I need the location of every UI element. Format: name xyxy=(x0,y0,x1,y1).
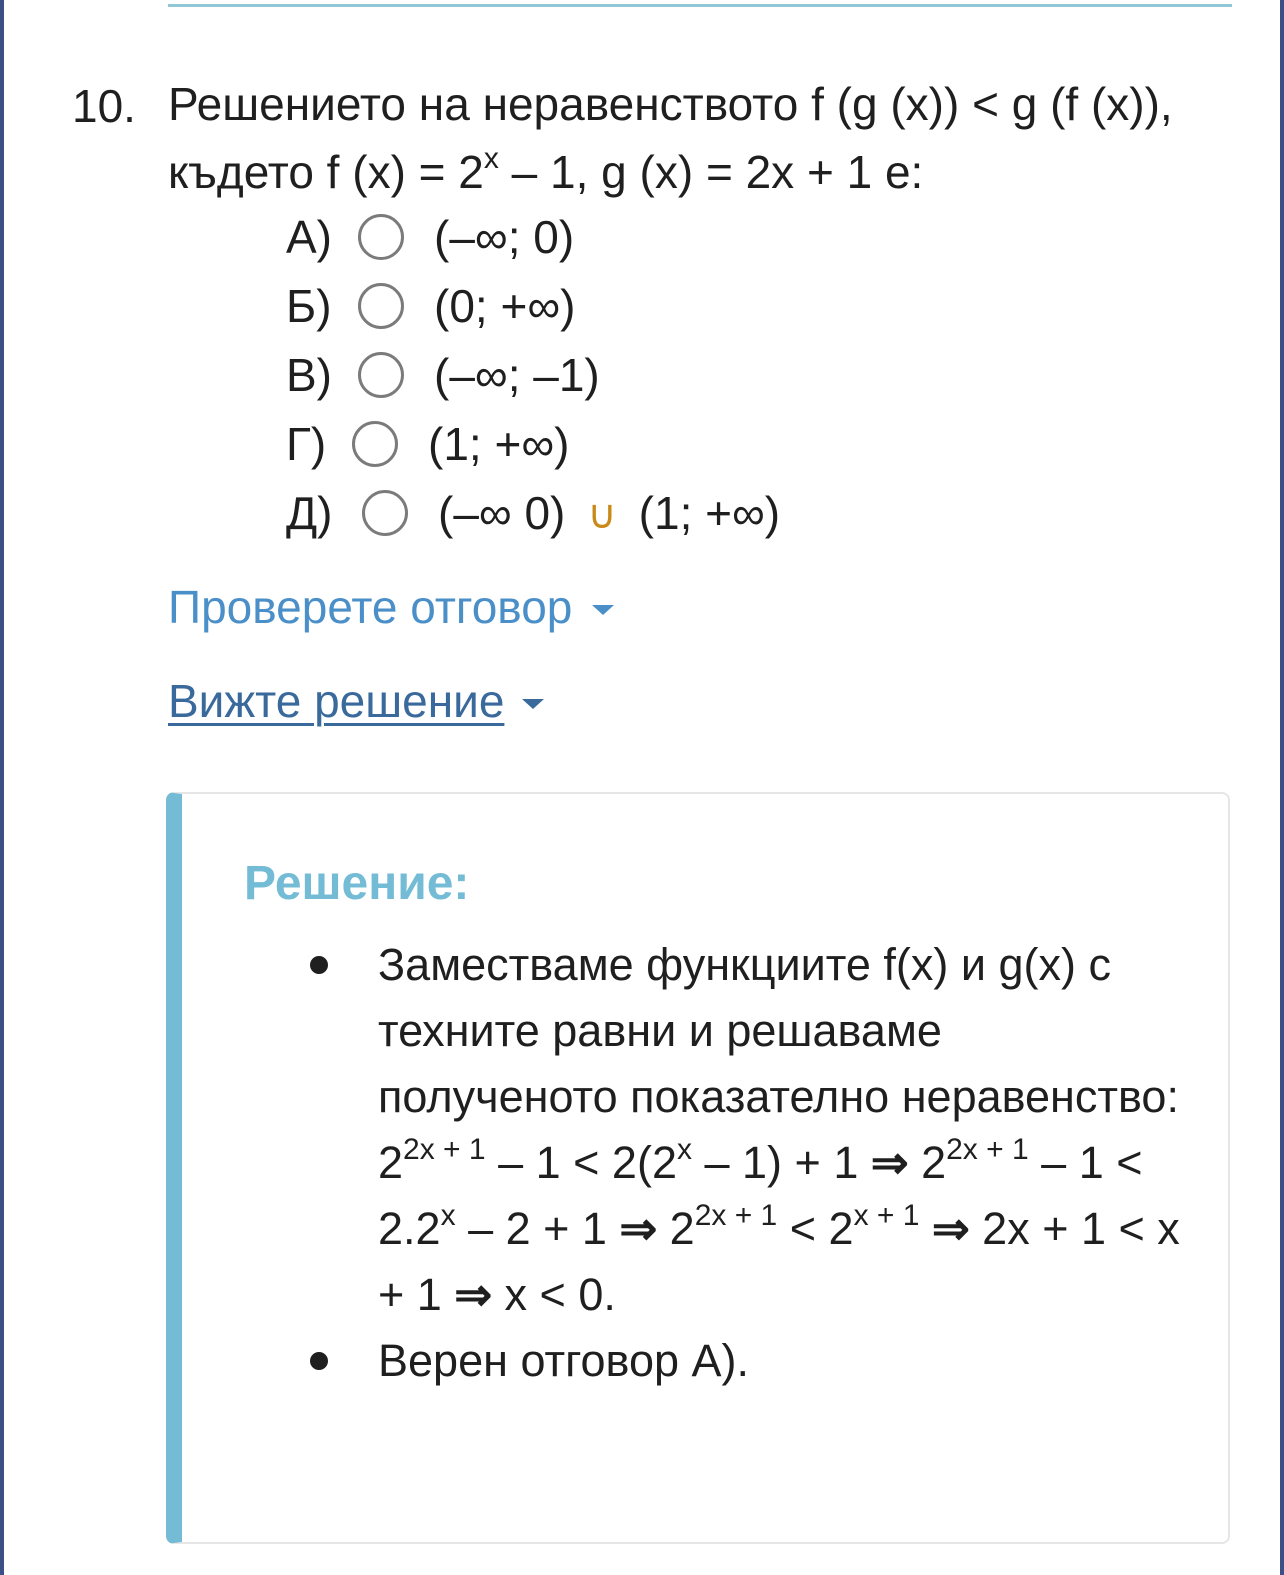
union-icon: ∪ xyxy=(587,492,617,537)
check-answer-link[interactable] xyxy=(168,580,614,634)
top-divider xyxy=(168,4,1232,7)
bullet-icon xyxy=(310,932,378,1328)
check-answer-label: Проверете отговор xyxy=(168,581,573,633)
radio-button[interactable] xyxy=(358,214,404,260)
option-a[interactable] xyxy=(286,202,780,271)
option-value: (0; +∞) xyxy=(434,279,576,332)
implies-icon: ⇒ xyxy=(870,1137,909,1188)
option-d[interactable] xyxy=(286,478,780,547)
step-description: Заместваме функциите f(x) и g(x) с техните равни и решаваме полученото показателно неравенство: xyxy=(378,939,1179,1122)
option-letter: В) xyxy=(286,348,332,401)
option-g[interactable] xyxy=(286,409,780,478)
list-item xyxy=(310,932,1210,1328)
question-text xyxy=(168,70,1238,206)
solution-title: Решение: xyxy=(244,857,470,910)
final-answer-text: Верен отговор А). xyxy=(378,1335,750,1386)
option-value: (1; +∞) xyxy=(428,417,570,470)
radio-button[interactable] xyxy=(358,283,404,329)
option-v[interactable] xyxy=(286,340,780,409)
option-letter: Г) xyxy=(286,417,327,470)
radio-button[interactable] xyxy=(362,490,408,536)
math-derivation: $2^{2x + 1} - 1 < 2(2^x - 1) + 1$ ⇒ $2^{2x + 1} - 1 < 2.2^x - 2 + 1$ ⇒ $2^{2x + 1} < 2^{x + 1}$ ⇒ 2x + 1 < x + 1 ⇒ x < 0. xyxy=(378,1133,1180,1320)
option-letter: А) xyxy=(286,210,332,263)
option-value: (–∞; 0) xyxy=(434,210,575,263)
solution-list xyxy=(310,932,1210,1394)
implies-icon: ⇒ xyxy=(619,1203,658,1254)
bullet-icon xyxy=(310,1328,378,1394)
question-line-2b: – 1, g (x) = 2x + 1 е: xyxy=(498,146,924,198)
see-solution-label: Вижте решение xyxy=(168,675,505,727)
solution-panel xyxy=(166,792,1230,1544)
option-value: (–∞; –1) xyxy=(434,348,600,401)
option-letter: Д) xyxy=(286,486,333,539)
option-letter: Б) xyxy=(286,279,332,332)
see-solution-link[interactable] xyxy=(168,674,544,728)
option-value-right: (1; +∞) xyxy=(638,486,781,539)
question-number: 10. xyxy=(72,80,136,132)
option-b[interactable] xyxy=(286,271,780,340)
answer-options xyxy=(286,202,780,547)
implies-icon: ⇒ xyxy=(454,1269,493,1320)
option-value-left: (–∞ 0) xyxy=(438,486,566,539)
question-line-2a: където f (x) = 2 xyxy=(168,146,484,198)
question-line-1: Решението на неравенството f (g (x)) < g (f (x)), xyxy=(168,78,1173,130)
solution-step-text xyxy=(378,932,1188,1328)
caret-down-icon xyxy=(592,605,614,615)
question-exponent: x xyxy=(483,141,499,175)
radio-button[interactable] xyxy=(352,421,398,467)
radio-button[interactable] xyxy=(358,352,404,398)
list-item xyxy=(310,1328,1210,1394)
implies-icon: ⇒ xyxy=(931,1203,970,1254)
caret-down-icon xyxy=(522,699,544,709)
